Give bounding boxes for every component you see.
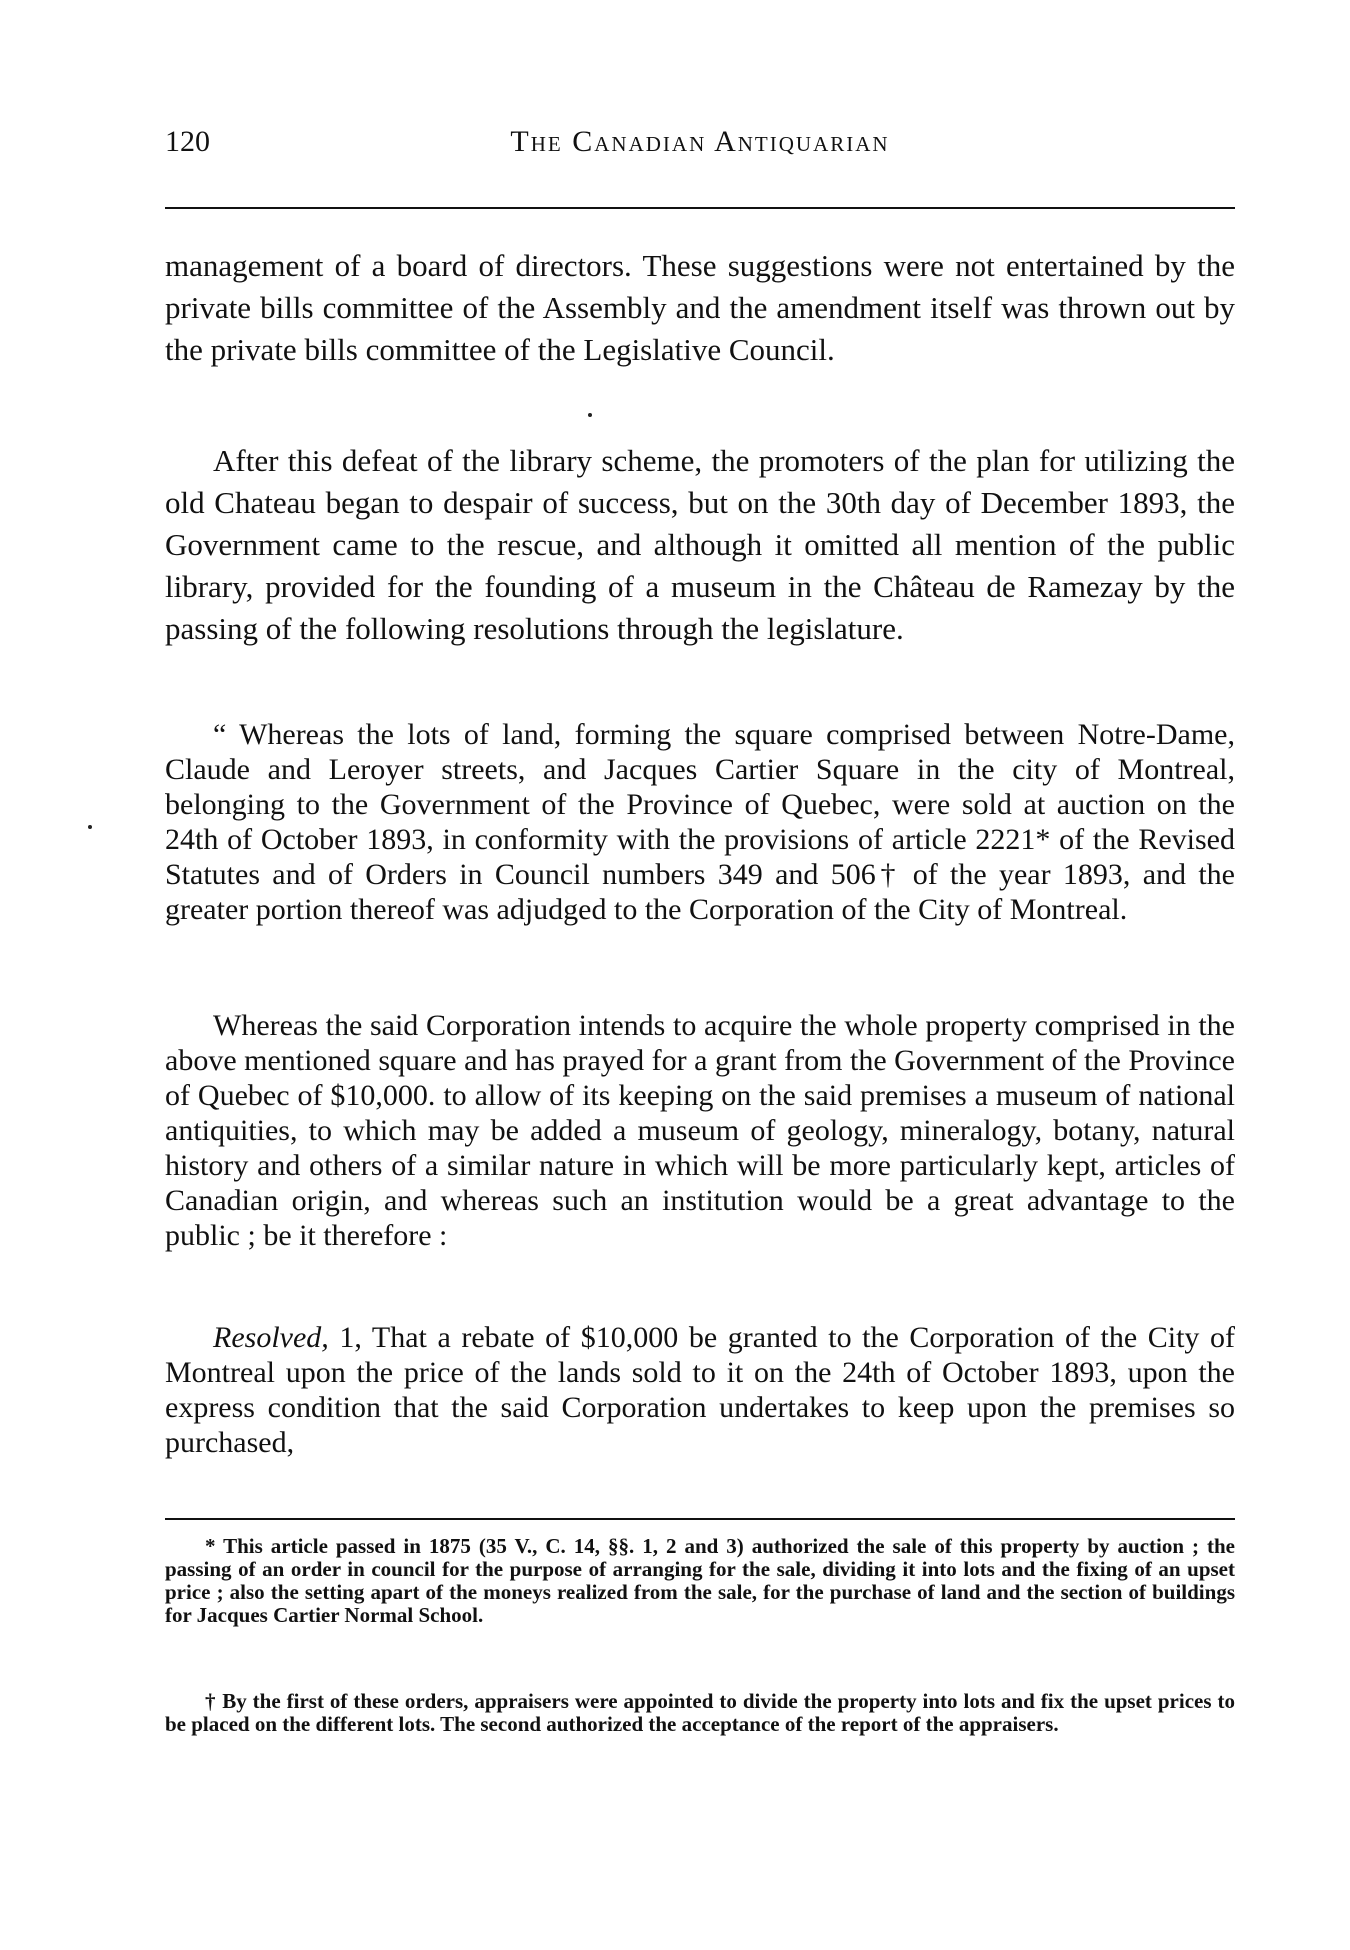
print-speck (588, 413, 592, 417)
resolved-text: 1, That a rebate of $10,000 be granted to the Corporation of the City of Montreal upon the price of the lands sold to it on the 24th of October 1893, upon the express condition that the said Corporation undertakes to keep upon the premises so purchased, (165, 1321, 1235, 1459)
paragraph-3-quotation: “ Whereas the lots of land, forming the square comprised between Notre-Dame, Claude and Leroyer streets, and Jacques Cartier Square in the city of Montreal, belonging to the Government of the Province of Quebec, were sold at auction on the 24th of October 1893, in conformity with the provisions of article 2221* of the Revised Statutes and of Orders in Council numbers 349 and 506† of the year 1893, and the greater portion thereof was adjudged to the Corporation of the City of Montreal. (165, 718, 1235, 926)
print-speck (88, 825, 92, 829)
paragraph-4-whereas: Whereas the said Corporation intends to acquire the whole property comprised in the above mentioned square and has prayed for a grant from the Government of the Province of Quebec of $10,000. to allow of its keeping on the said premises a museum of national antiquities, to which may be added a museum of geology, mineralogy, botany, natural history and others of a similar nature in which will be more particularly kept, articles of Canadian origin, and whereas such an institution would be a great advantage to the public ; be it therefore : (165, 1009, 1235, 1252)
header-rule (165, 207, 1235, 209)
page-number: 120 (165, 125, 210, 158)
footnote-rule (165, 1518, 1235, 1520)
paragraph-2: After this defeat of the library scheme, the promoters of the plan for utilizing the old Chateau began to despair of success, but on the 30th day of December 1893, the Government came to the rescue, and although it omitted all mention of the public library, provided for the founding of a museum in the Château de Ramezay by the passing of the following resolutions through the legislature. (165, 443, 1235, 646)
running-title: The Canadian Antiquarian (510, 125, 890, 158)
footnote-1: * This article passed in 1875 (35 V., C. 14, §§. 1, 2 and 3) authorized the sale of this property by auction ; the passing of an order in council for the purpose of arranging for the sale, dividing it into lots and the fixing of an upset price ; also the setting apart of the moneys realized from the sale, for the purchase of land and the section of buildings for Jacques Cartier Normal School. (165, 1534, 1235, 1627)
footnote-2: † By the first of these orders, appraisers were appointed to divide the property into lots and fix the upset prices to be placed on the different lots. The second authorized the acceptance of the report of the appraisers. (165, 1689, 1235, 1736)
resolved-lead: Resolved, (213, 1321, 329, 1354)
paragraph-1: management of a board of directors. These suggestions were not entertained by the private bills committee of the Assembly and the amendment itself was thrown out by the private bills committee of the Legislative Council. (165, 248, 1235, 367)
paragraph-5-resolved (165, 1320, 1235, 1460)
page-header (165, 125, 1235, 165)
